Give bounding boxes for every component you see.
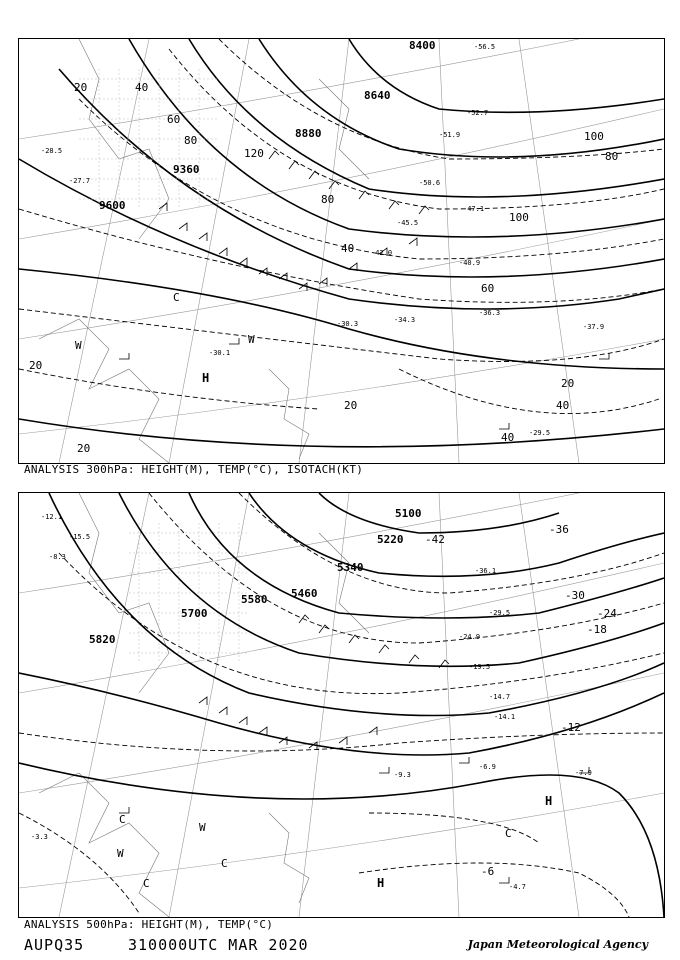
isotach-label: 80 bbox=[321, 193, 335, 206]
station-value: -3.3 bbox=[31, 833, 48, 841]
model-grid bbox=[129, 523, 249, 663]
temp-value: -52.7 bbox=[467, 109, 489, 117]
caption-300hpa: ANALYSIS 300hPa: HEIGHT(M), TEMP(°C), ISOTACH(KT) bbox=[24, 463, 364, 476]
map-300hpa bbox=[19, 39, 664, 463]
height-label-5100: 5100 bbox=[395, 507, 422, 520]
isotach-label: 60 bbox=[481, 282, 495, 295]
temp-value: -27.7 bbox=[69, 177, 91, 185]
height-label-5580: 5580 bbox=[241, 593, 268, 606]
valid-time: 310000UTC MAR 2020 bbox=[128, 936, 309, 954]
isotach-label: 20 bbox=[344, 399, 358, 412]
station-value: -14.7 bbox=[489, 693, 511, 701]
temp-value: -29.5 bbox=[529, 429, 551, 437]
station-value: -8.3 bbox=[49, 553, 66, 561]
graticule bbox=[19, 493, 664, 917]
isotherm-label: -12 bbox=[561, 721, 581, 734]
isotherm-label: -6 bbox=[481, 865, 495, 878]
warm-center: W bbox=[75, 339, 82, 352]
station-value: -15.5 bbox=[69, 533, 91, 541]
station-value: -7.9 bbox=[575, 769, 592, 777]
isotach-label: 40 bbox=[341, 242, 355, 255]
station-value: -19.5 bbox=[469, 663, 491, 671]
temp-value: -36.3 bbox=[479, 309, 501, 317]
cold-center: C bbox=[505, 827, 512, 840]
cold-center: C bbox=[221, 857, 228, 870]
height-label-8400: 8400 bbox=[409, 39, 436, 52]
height-label-5460: 5460 bbox=[291, 587, 318, 600]
height-label-5340: 5340 bbox=[337, 561, 364, 574]
isotherm-label: -18 bbox=[587, 623, 607, 636]
warm-center: W bbox=[117, 847, 124, 860]
height-label-9600: 9600 bbox=[99, 199, 126, 212]
coastline bbox=[39, 493, 369, 917]
station-value: -9.3 bbox=[394, 771, 411, 779]
agency-name: Japan Meteorological Agency bbox=[467, 938, 648, 951]
cold-center: C bbox=[119, 813, 126, 826]
height-label-5700: 5700 bbox=[181, 607, 208, 620]
temp-value: -45.5 bbox=[397, 219, 419, 227]
temp-value: -51.9 bbox=[439, 131, 461, 139]
warm-center: W bbox=[248, 333, 255, 346]
isotach-label: 100 bbox=[584, 130, 604, 143]
wind-barbs bbox=[119, 615, 589, 883]
isotach-label: 20 bbox=[77, 442, 91, 455]
isotach-label: 40 bbox=[556, 399, 570, 412]
isotach-label: 80 bbox=[605, 150, 619, 163]
isotherm-label: -24 bbox=[597, 607, 617, 620]
warm-center: W bbox=[199, 821, 206, 834]
high-pressure-center: H bbox=[202, 371, 210, 385]
isotach-label: 20 bbox=[74, 81, 88, 94]
cold-center: C bbox=[143, 877, 150, 890]
temp-value: -34.3 bbox=[394, 316, 416, 324]
temp-value: -37.9 bbox=[583, 323, 605, 331]
temp-value: -30.3 bbox=[337, 320, 359, 328]
temp-value: -47.1 bbox=[463, 205, 485, 213]
cold-center: C bbox=[173, 291, 180, 304]
map-500hpa bbox=[19, 493, 664, 917]
high-pressure-center: H bbox=[377, 876, 385, 890]
isotach-label: 40 bbox=[135, 81, 149, 94]
isotach-label: 100 bbox=[509, 211, 529, 224]
station-value: -24.9 bbox=[459, 633, 481, 641]
isotach-label: 20 bbox=[29, 359, 43, 372]
station-value: -6.9 bbox=[479, 763, 496, 771]
height-label-9360: 9360 bbox=[173, 163, 200, 176]
chart-code: AUPQ35 bbox=[24, 936, 85, 954]
model-grid bbox=[79, 69, 219, 209]
height-label-8880: 8880 bbox=[295, 127, 322, 140]
isotach-label: 20 bbox=[561, 377, 575, 390]
high-pressure-center: H bbox=[545, 794, 553, 808]
temp-value: -30.1 bbox=[209, 349, 231, 357]
isotherm-label: -30 bbox=[565, 589, 585, 602]
height-label-8640: 8640 bbox=[364, 89, 391, 102]
station-value: -36.1 bbox=[475, 567, 497, 575]
isotach-label: 40 bbox=[501, 431, 515, 444]
chart-500hpa bbox=[18, 492, 665, 918]
temp-value: -42.0 bbox=[371, 249, 393, 257]
isotach-label: 80 bbox=[184, 134, 198, 147]
temp-value: -50.6 bbox=[419, 179, 441, 187]
temp-value: -56.5 bbox=[474, 43, 496, 51]
height-label-5820: 5820 bbox=[89, 633, 116, 646]
isotach-label: 120 bbox=[244, 147, 264, 160]
isotherm-label: -36 bbox=[549, 523, 569, 536]
station-value: -12.1 bbox=[41, 513, 63, 521]
height-label-5220: 5220 bbox=[377, 533, 404, 546]
station-value: -29.5 bbox=[489, 609, 511, 617]
station-value: -4.7 bbox=[509, 883, 526, 891]
station-value: -14.1 bbox=[494, 713, 516, 721]
isotach-label: 60 bbox=[167, 113, 181, 126]
chart-300hpa bbox=[18, 38, 665, 464]
temp-value: -28.5 bbox=[41, 147, 63, 155]
temp-value: -40.9 bbox=[459, 259, 481, 267]
isotherm-label: -42 bbox=[425, 533, 445, 546]
caption-500hpa: ANALYSIS 500hPa: HEIGHT(M), TEMP(°C) bbox=[24, 918, 274, 931]
